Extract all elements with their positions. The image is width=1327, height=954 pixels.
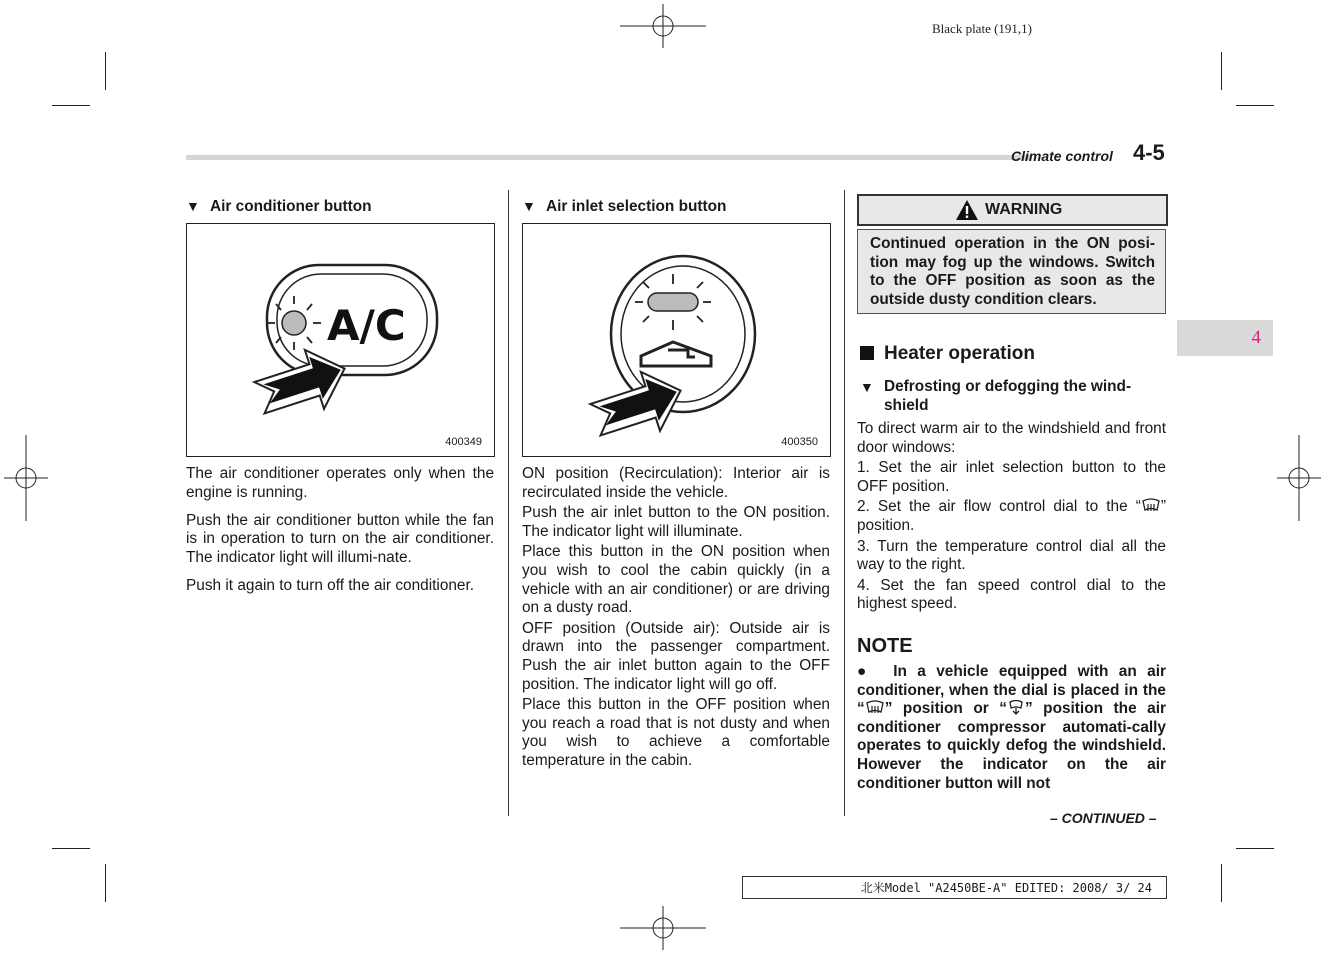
registration-target-icon	[1277, 435, 1321, 521]
paragraph: OFF position (Outside air): Outside air is drawn into the passenger compartment. Push the air inlet button again to the OFF position. The indicator light will go off.	[522, 619, 830, 693]
warning-icon	[955, 199, 979, 221]
col3-text	[857, 420, 1166, 616]
step-item: 4. Set the fan speed control dial to the highest speed.	[857, 576, 1166, 613]
registration-target-icon	[620, 906, 706, 950]
figure-code: 400350	[781, 436, 818, 448]
warning-label: WARNING	[985, 201, 1063, 218]
step-item: 3. Turn the temperature control dial all the way to the right.	[857, 537, 1166, 574]
plate-label: Black plate (191,1)	[932, 21, 1032, 36]
crop-mark	[1221, 52, 1222, 90]
column-divider	[844, 190, 845, 816]
section-title: Climate control	[1011, 148, 1113, 164]
step-item: 1. Set the air inlet selection button to the OFF position.	[857, 459, 1166, 495]
ac-button-illustration	[187, 224, 494, 456]
triangle-bullet-icon: ▼	[186, 198, 200, 214]
registration-target-icon	[620, 4, 706, 48]
crop-mark	[1221, 864, 1222, 902]
page-number: 4-5	[1133, 140, 1165, 165]
col1-text	[186, 465, 494, 605]
crop-mark	[105, 52, 106, 90]
heading-air-conditioner-button: ▼ Air conditioner button	[186, 198, 372, 215]
paragraph: To direct warm air to the windshield and front door windows:	[857, 420, 1166, 456]
col2-text	[522, 465, 830, 773]
paragraph: The air conditioner operates only when the engine is running.	[186, 465, 494, 501]
figure-code: 400349	[445, 436, 482, 448]
column-divider	[508, 190, 509, 816]
crop-mark	[1236, 105, 1274, 106]
defrosting-subheading: ▼ Defrosting or defogging the wind-shield	[860, 378, 1132, 414]
paragraph: ON position (Recirculation): Interior air is recirculated inside the vehicle.	[522, 465, 830, 501]
header-rule	[186, 155, 1031, 160]
crop-mark	[52, 105, 90, 106]
paragraph: Push the air inlet button to the ON position. The indicator light will illuminate.	[522, 504, 830, 540]
triangle-bullet-icon: ▼	[522, 198, 536, 214]
warning-header	[857, 194, 1168, 226]
footer-text: 北米Model "A2450BE-A" EDITED: 2008/ 3/ 24	[860, 881, 1152, 895]
air-inlet-illustration	[523, 224, 830, 456]
figure-ac-button	[186, 223, 495, 457]
heading-air-inlet-selection-button: ▼ Air inlet selection button	[522, 198, 727, 215]
paragraph: Push the air conditioner button while the fan is in operation to turn on the air conditioner. The indicator light will illumi-nate.	[186, 511, 494, 566]
crop-mark	[1236, 848, 1274, 849]
defrost-floor-icon	[1007, 700, 1025, 716]
defrost-icon	[865, 700, 885, 716]
crop-mark	[105, 864, 106, 902]
chapter-tab-number: 4	[1251, 327, 1261, 348]
ac-label: A/C	[327, 301, 406, 350]
footer-box	[742, 876, 1167, 899]
paragraph: Place this button in the ON position when you wish to cool the cabin quickly (in a vehicle with an air conditioner) or are driving on a dusty road.	[522, 543, 830, 617]
note-text: ● In a vehicle equipped with an air conditioner, when the dial is placed in the “ ” position or “ ” position the air conditioner compressor automati-cally operates to quickly defog the windshield. However the indicator on the air conditioner button will not	[857, 663, 1166, 792]
triangle-bullet-icon: ▼	[860, 379, 874, 395]
paragraph: Push it again to turn off the air conditioner.	[186, 576, 475, 594]
paragraph: Place this button in the OFF position when you reach a road that is not dusty and when you wish to achieve a comfortable temperature in the cabin.	[522, 696, 830, 769]
warning-text: Continued operation in the ON posi-tion may fog up the windows. Switch to the OFF position as soon as the outside dusty condition clears.	[870, 235, 1155, 308]
defrost-icon	[1141, 498, 1161, 514]
warning-body	[857, 229, 1166, 314]
registration-target-icon	[4, 435, 48, 521]
step-item: 2. Set the air flow control dial to the “ ” position.	[857, 498, 1166, 534]
continued-label: – CONTINUED –	[1050, 810, 1157, 826]
crop-mark	[52, 848, 90, 849]
note-heading: NOTE	[857, 635, 913, 657]
figure-air-inlet-button	[522, 223, 831, 457]
chapter-tab[interactable]	[1177, 320, 1273, 356]
bullet-icon: ●	[857, 663, 894, 680]
square-bullet-icon	[860, 346, 874, 360]
heater-operation-heading: Heater operation	[860, 343, 1035, 365]
